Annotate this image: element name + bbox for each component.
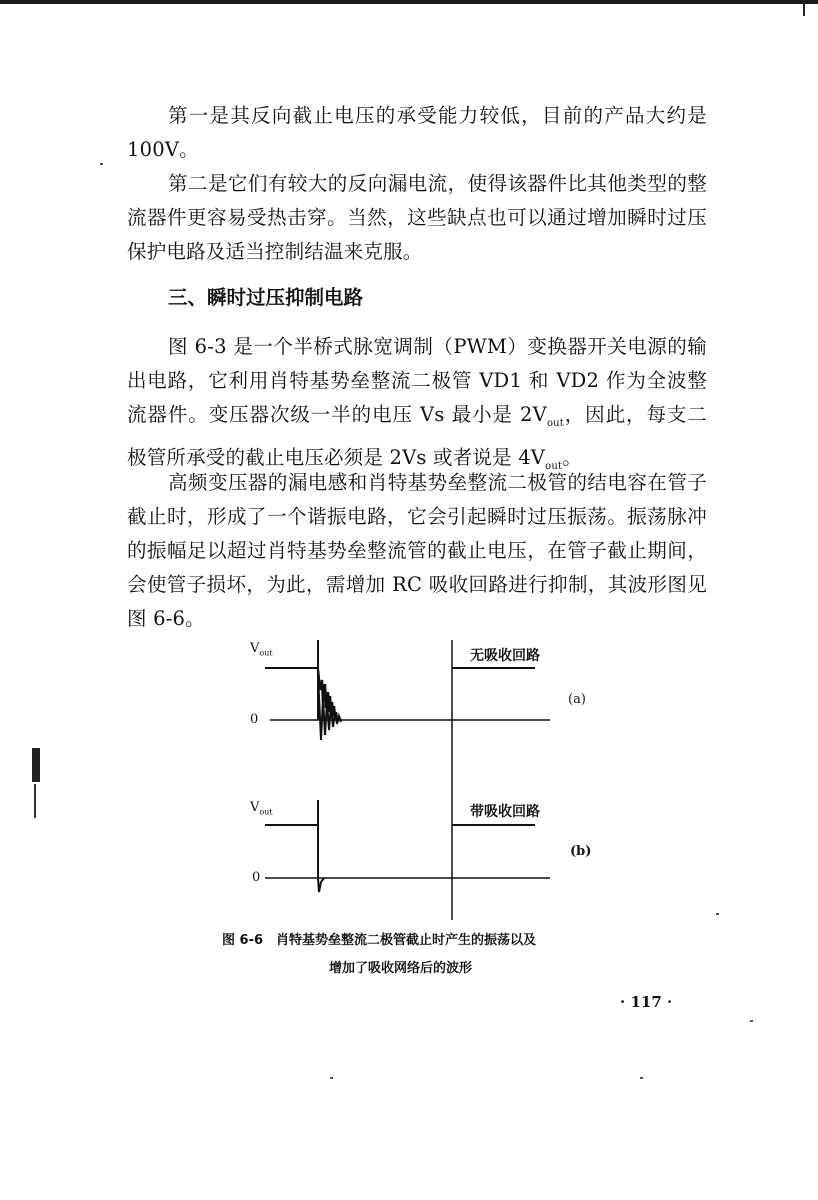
binding-mark-tail (34, 784, 36, 818)
figure-caption-line-1: 图 6-6 肖特基势垒整流二极管截止时产生的振荡以及 (222, 933, 537, 948)
right-edge-mark (803, 0, 805, 16)
bottom-zero-label: 0 (252, 870, 261, 885)
waveform-figure (230, 630, 590, 924)
top-curve-label: 无吸收回路 (470, 648, 540, 664)
bottom-panel-tag: (b) (570, 844, 592, 859)
top-panel-tag: (a) (568, 692, 586, 707)
binding-mark (32, 748, 40, 782)
bottom-small-undershoot (318, 878, 324, 892)
top-ylabel-v: V (250, 641, 260, 656)
subscript-out-2: out (545, 460, 563, 472)
top-border-line (0, 0, 818, 4)
bottom-ylabel-v: V (250, 800, 260, 815)
paragraph-3-text-b: ，因此，每支二极管所承受的截止电压必须是 2Vs 或者说是 4V (127, 403, 707, 469)
paragraph-4: 高频变压器的漏电感和肖特基势垒整流二极管的结电容在管子截止时，形成了一个谐振电路，它会引起瞬时过压振荡。振荡脉冲的振幅足以超过肖特基势垒整流管的截止电压，在管子截止期间，会使管子损坏，为此，需增加 RC 吸收回路进行抑制，其波形图见图 6-6。 (127, 471, 707, 630)
paragraph-2: 第二是它们有较大的反向漏电流，使得该器件比其他类型的整流器件更容易受热击穿。当然，这些缺点也可以通过增加瞬时过压保护电路及适当控制结温来克服。 (127, 172, 707, 263)
paragraph-3-text-c: 。 (562, 445, 582, 469)
scan-speck (330, 1077, 333, 1079)
section-heading: 三、瞬时过压抑制电路 (168, 286, 364, 309)
paragraph-3 (127, 330, 707, 484)
page-number: · 117 · (620, 993, 673, 1011)
top-ylabel-sub: out (259, 648, 273, 658)
bottom-ylabel-sub: out (259, 807, 273, 817)
scan-speck (716, 913, 719, 915)
figure-caption-line-2: 增加了吸收网络后的波形 (329, 961, 473, 976)
scan-speck (640, 1077, 643, 1079)
scan-speck (750, 1020, 753, 1022)
top-y-axis-label (250, 641, 273, 658)
scan-speck (100, 163, 103, 165)
bottom-y-axis-label (250, 800, 273, 817)
waveform-svg (230, 630, 590, 920)
bottom-curve-label: 带吸收回路 (470, 804, 540, 820)
paragraph-1: 第一是其反向截止电压的承受能力较低，目前的产品大约是 100V。 (127, 104, 707, 161)
top-zero-label: 0 (250, 712, 259, 727)
paragraph-3-text-a: 图 6-3 是一个半桥式脉宽调制（PWM）变换器开关电源的输出电路，它利用肖特基势垒整流二极管 VD1 和 VD2 作为全波整流器件。变压器次级一半的电压 Vs 最小是 2V (127, 335, 707, 426)
subscript-out-1: out (546, 417, 565, 429)
